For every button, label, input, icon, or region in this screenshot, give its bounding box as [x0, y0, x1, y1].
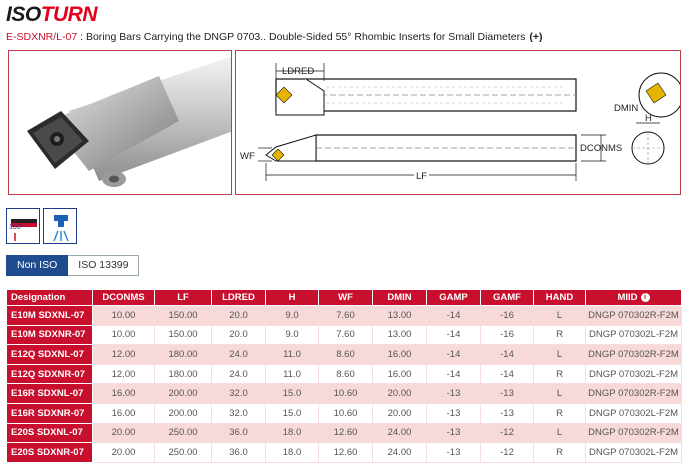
table-body [7, 306, 682, 463]
isoturn-logo[interactable] [6, 4, 106, 26]
cell-h: 11.0 [266, 345, 319, 365]
cell-ldred: 32.0 [212, 403, 266, 423]
product-image [8, 50, 232, 195]
col-dconms[interactable]: DCONMS [93, 290, 155, 306]
cell-gamf: -12 [481, 423, 534, 443]
cell-designation[interactable]: E10M SDXNR-07 [7, 325, 93, 345]
cell-dconms: 12.00 [93, 345, 155, 365]
col-gamf[interactable]: GAMF [481, 290, 534, 306]
col-h[interactable]: H [266, 290, 319, 306]
cell-hand: R [534, 364, 586, 384]
cell-lf: 180.00 [155, 364, 212, 384]
spec-table [6, 289, 682, 463]
cell-gamp: -14 [427, 364, 481, 384]
cell-dconms: 10.00 [93, 306, 155, 326]
cell-hand: R [534, 443, 586, 463]
col-gamp[interactable]: GAMP [427, 290, 481, 306]
cell-gamf: -13 [481, 384, 534, 404]
col-wf[interactable]: WF [319, 290, 373, 306]
cell-dconms: 20.00 [93, 443, 155, 463]
cell-miid: DNGP 070302L-F2M [586, 364, 682, 384]
cell-miid: DNGP 070302R-F2M [586, 306, 682, 326]
cell-gamp: -13 [427, 384, 481, 404]
cell-h: 9.0 [266, 325, 319, 345]
cell-dconms: 10.00 [93, 325, 155, 345]
cell-lf: 250.00 [155, 423, 212, 443]
cell-lf: 150.00 [155, 325, 212, 345]
table-row[interactable] [7, 364, 682, 384]
cell-miid: DNGP 070302R-F2M [586, 423, 682, 443]
cell-hand: R [534, 325, 586, 345]
cell-hand: L [534, 306, 586, 326]
cell-ldred: 24.0 [212, 364, 266, 384]
table-header-row [7, 290, 682, 306]
cell-gamp: -13 [427, 443, 481, 463]
label-wf: WF [240, 151, 255, 162]
table-row[interactable] [7, 403, 682, 423]
cell-h: 11.0 [266, 364, 319, 384]
cell-wf: 7.60 [319, 306, 373, 326]
cell-designation[interactable]: E16R SDXNL-07 [7, 384, 93, 404]
table-row[interactable] [7, 384, 682, 404]
cell-dmin: 24.00 [373, 423, 427, 443]
cell-miid: DNGP 070302L-F2M [586, 325, 682, 345]
cell-lf: 200.00 [155, 403, 212, 423]
cell-designation[interactable]: E12Q SDXNR-07 [7, 364, 93, 384]
info-icon[interactable]: i [641, 293, 650, 302]
cell-lf: 250.00 [155, 443, 212, 463]
logo-iso-text: ISO [6, 3, 41, 26]
cell-dmin: 16.00 [373, 364, 427, 384]
cell-h: 15.0 [266, 403, 319, 423]
cell-miid: DNGP 070302L-F2M [586, 443, 682, 463]
cell-designation[interactable]: E10M SDXNL-07 [7, 306, 93, 326]
cell-hand: L [534, 384, 586, 404]
table-row[interactable] [7, 443, 682, 463]
product-description: Boring Bars Carrying the DNGP 0703.. Double-Sided 55° Rhombic Inserts for Small Diameters [85, 31, 526, 43]
tab-non-iso[interactable]: Non ISO [6, 255, 68, 276]
coolant-tap-icon[interactable] [43, 208, 77, 244]
product-code: E-SDXNR/L-07 [6, 31, 78, 43]
col-hand[interactable]: HAND [534, 290, 586, 306]
cell-wf: 10.60 [319, 384, 373, 404]
cell-lf: 150.00 [155, 306, 212, 326]
cell-gamf: -16 [481, 306, 534, 326]
coolant-angle-label: 100° [9, 224, 24, 231]
cell-ldred: 20.0 [212, 306, 266, 326]
cell-miid: DNGP 070302R-F2M [586, 384, 682, 404]
product-title [6, 30, 542, 44]
cell-gamf: -14 [481, 345, 534, 365]
cell-gamp: -13 [427, 403, 481, 423]
cell-lf: 200.00 [155, 384, 212, 404]
cell-dmin: 13.00 [373, 325, 427, 345]
feature-icons [6, 208, 77, 244]
cell-wf: 12.60 [319, 423, 373, 443]
cell-designation[interactable]: E20S SDXNL-07 [7, 423, 93, 443]
standard-tabs [6, 255, 139, 276]
cell-dmin: 16.00 [373, 345, 427, 365]
cell-lf: 180.00 [155, 345, 212, 365]
table-row[interactable] [7, 423, 682, 443]
cell-dconms: 12.00 [93, 364, 155, 384]
table-row[interactable] [7, 306, 682, 326]
technical-drawing [235, 50, 681, 195]
cell-miid: DNGP 070302R-F2M [586, 345, 682, 365]
boring-bar-photo [9, 51, 232, 195]
cell-dconms: 16.00 [93, 403, 155, 423]
table-row[interactable] [7, 325, 682, 345]
table-row[interactable] [7, 345, 682, 365]
col-ldred[interactable]: LDRED [212, 290, 266, 306]
cell-gamf: -12 [481, 443, 534, 463]
cell-wf: 8.60 [319, 364, 373, 384]
col-designation[interactable]: Designation [7, 290, 93, 306]
cell-ldred: 32.0 [212, 384, 266, 404]
cell-hand: L [534, 423, 586, 443]
cell-h: 9.0 [266, 306, 319, 326]
coolant-angle-icon[interactable] [6, 208, 40, 244]
cell-h: 15.0 [266, 384, 319, 404]
cell-wf: 8.60 [319, 345, 373, 365]
cell-h: 18.0 [266, 443, 319, 463]
col-dmin[interactable]: DMIN [373, 290, 427, 306]
cell-dmin: 20.00 [373, 403, 427, 423]
logo-turn-text: TURN [40, 3, 98, 26]
cell-ldred: 36.0 [212, 443, 266, 463]
cell-ldred: 36.0 [212, 423, 266, 443]
cell-dconms: 20.00 [93, 423, 155, 443]
col-lf[interactable]: LF [155, 290, 212, 306]
cell-gamf: -16 [481, 325, 534, 345]
label-lf: LF [416, 171, 428, 182]
cell-wf: 12.60 [319, 443, 373, 463]
cell-hand: R [534, 403, 586, 423]
product-separator: : [77, 31, 86, 43]
cell-dmin: 13.00 [373, 306, 427, 326]
cell-ldred: 20.0 [212, 325, 266, 345]
label-dmin: DMIN [614, 103, 639, 114]
expand-button[interactable]: (+) [529, 31, 543, 43]
cell-designation[interactable]: E16R SDXNR-07 [7, 403, 93, 423]
cell-h: 18.0 [266, 423, 319, 443]
tab-iso-13399[interactable]: ISO 13399 [68, 255, 139, 276]
label-ldred: LDRED [282, 66, 315, 77]
cell-gamf: -13 [481, 403, 534, 423]
cell-miid: DNGP 070302L-F2M [586, 403, 682, 423]
cell-gamp: -14 [427, 306, 481, 326]
cell-dmin: 24.00 [373, 443, 427, 463]
cell-designation[interactable]: E20S SDXNR-07 [7, 443, 93, 463]
cell-designation[interactable]: E12Q SDXNL-07 [7, 345, 93, 365]
col-miid[interactable] [586, 290, 682, 306]
cell-wf: 7.60 [319, 325, 373, 345]
label-dconms: DCONMS [580, 143, 623, 154]
cell-dmin: 20.00 [373, 384, 427, 404]
cell-gamp: -14 [427, 345, 481, 365]
cell-gamf: -14 [481, 364, 534, 384]
cell-ldred: 24.0 [212, 345, 266, 365]
col-miid-label: MIID [617, 292, 638, 303]
cell-hand: L [534, 345, 586, 365]
label-h: H [645, 113, 652, 124]
cell-wf: 10.60 [319, 403, 373, 423]
cell-gamp: -14 [427, 325, 481, 345]
cell-dconms: 16.00 [93, 384, 155, 404]
cell-gamp: -13 [427, 423, 481, 443]
